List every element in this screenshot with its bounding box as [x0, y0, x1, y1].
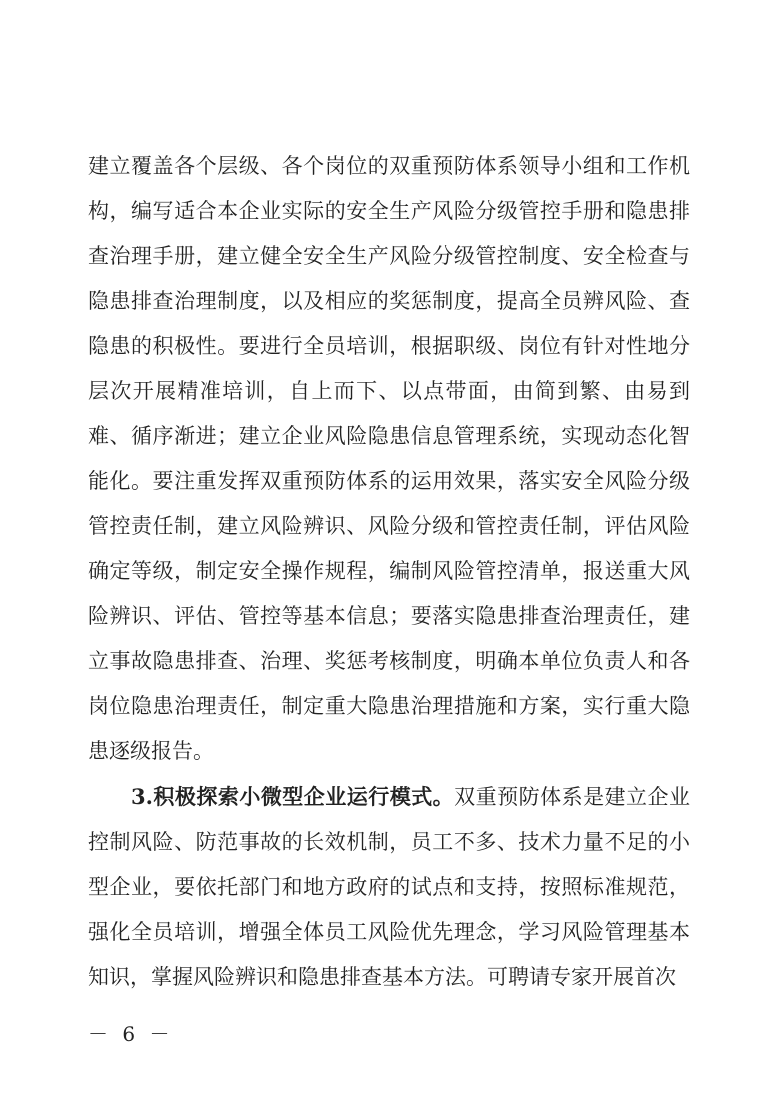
page-number: － 6 － [88, 1022, 174, 1046]
body-text [88, 144, 690, 1000]
paragraph-continued [88, 144, 690, 774]
paragraph-text: 建立覆盖各个层级、各个岗位的双重预防体系领导小组和工作机构，编写适合本企业实际的安全生产风险分级管控手册和隐患排查治理手册，建立健全安全生产风险分级管控制度、安全检查与隐患排查治理制度，以及相应的奖惩制度，提高全员辨风险、查隐患的积极性。要进行全员培训，根据职级、岗位有针对性地分层次开展精准培训，自上而下、以点带面，由简到繁、由易到难、循序渐进；建立企业风险隐患信息管理系统，实现动态化智能化。要注重发挥双重预防体系的运用效果，落实安全风险分级管控责任制，建立风险辨识、风险分级和管控责任制，评估风险确定等级，制定安全操作规程，编制风险管控清单，报送重大风险辨识、评估、管控等基本信息；要落实隐患排查治理责任，建立事故隐患排查、治理、奖惩考核制度，明确本单位负责人和各岗位隐患治理责任，制定重大隐患治理措施和方案，实行重大隐患逐级报告。 [88, 154, 690, 763]
section-heading: 3.积极探索小微型企业运行模式。 [131, 784, 455, 809]
paragraph-text: 双重预防体系是建立企业控制风险、防范事故的长效机制，员工不多、技术力量不足的小型企业，要依托部门和地方政府的试点和支持，按照标准规范，强化全员培训，增强全体员工风险优先理念，学习风险管理基本知识，掌握风险辨识和隐患排查基本方法。可聘请专家开展首次 [88, 785, 691, 989]
paragraph-section-3 [88, 774, 690, 1000]
